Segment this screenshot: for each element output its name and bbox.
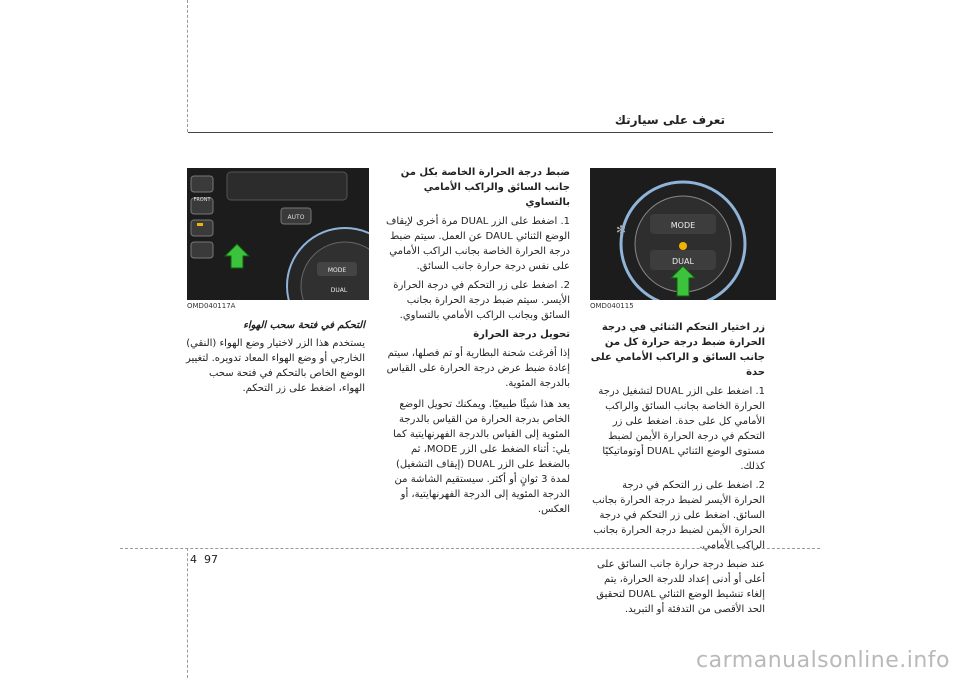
front-label: FRONT	[193, 197, 211, 203]
section-title-temp-conversion: تحويل درجة الحرارة	[473, 329, 570, 340]
step-2: 2. اضغط على زر التحكم في درجة الحرارة الأيسر لضبط درجة الحرارة بجانب السائق. اضغط على زر التحكم في درجة الحرارة الأيمن لضبط درجة الحرارة بجانب الراكب الأمامي.	[592, 480, 765, 551]
dual-knob-image-right	[590, 168, 776, 300]
conversion-paragraph-1: إذا أفرغت شحنة البطارية أو تم فصلها، سيتم إعادة ضبط عرض درجة الحرارة على القياس بالدرجة المئوية.	[386, 348, 570, 389]
hvac-panel-image-left	[187, 168, 369, 300]
footer-rule	[120, 548, 820, 549]
note-paragraph: عند ضبط درجة حرارة جانب السائق على أعلى أو أدنى إعداد للدرجة الحرارة، يتم إلغاء تنشيط الوضع الثنائي DUAL لتحقيق الحد الأقصى من التدفئة أو التبريد.	[596, 559, 765, 615]
header-rule	[188, 132, 773, 133]
page-number: 97	[204, 553, 218, 566]
gutter-line-bottom	[187, 548, 188, 678]
section-title-air-intake: التحكم في فتحة سحب الهواء	[243, 320, 365, 331]
step-1-equal: 1. اضغط على الزر DUAL مرة أخرى لإيقاف الوضع الثنائي DAUL عن العمل. سيتم ضبط درجة الحرارة الخاصة بجانب الراكب الأمامي على نفس درجة حرارة جانب السائق.	[386, 216, 570, 272]
hvac-panel-illustration	[187, 168, 369, 300]
mode-label-left: MODE	[327, 267, 347, 274]
step-1: 1. اضغط على الزر DUAL لتشغيل درجة الحرارة الخاصة بجانب السائق والراكب الأمامي كل على حدة. اضغط على زر التحكم في درجة الحرارة الأيمن لضبط مستوى الوضع الثنائي DUAL أوتوماتيكيًا كذلك.	[598, 386, 765, 472]
gutter-line-top	[187, 0, 188, 132]
column-left	[185, 318, 365, 402]
auto-label: AUTO	[287, 214, 305, 221]
watermark-text: carmanualsonline.info	[696, 648, 950, 673]
image-code-right: OMD040115	[590, 302, 634, 310]
column-right	[590, 320, 765, 623]
section-number: 4	[190, 553, 197, 566]
section-title-dual-select: زر اختيار التحكم الثنائي في درجة الحرارة ضبط درجة حرارة كل من جانب السائق و الراكب الأمامي على حدة	[590, 322, 765, 378]
column-middle	[385, 165, 570, 523]
mode-label-right: MODE	[670, 221, 696, 230]
step-2-equal: 2. اضغط على زر التحكم في درجة الحرارة الأيسر. سيتم ضبط درجة الحرارة بجانب السائق وبجانب الراكب الأمامي بالتساوي.	[393, 280, 570, 321]
air-intake-paragraph: يستخدم هذا الزر لاختيار وضع الهواء (النقي) الخارجي أو وضع الهواء المعاد تدويره. لتغيير الوضع الخاص بالتحكم في فتحة سحب الهواء، اضغط على زر التحكم.	[185, 338, 365, 394]
indicator-light-icon	[679, 242, 687, 250]
section-title-equal-temp: ضبط درجة الحرارة الخاصة بكل من جانب السائق والراكب الأمامي بالتساوي	[400, 167, 570, 208]
fan-icon: ✻	[616, 223, 627, 237]
dual-label-left: DUAL	[330, 287, 348, 294]
dual-label-right: DUAL	[672, 257, 694, 266]
image-code-left: OMD040117A	[187, 302, 236, 310]
dual-knob-illustration	[590, 168, 776, 300]
conversion-paragraph-2: يعد هذا شيئًا طبيعيًا. ويمكنك تحويل الوضع الخاص بدرجة الحرارة من القياس بالدرجة المئوية إلى القياس بالدرجة الفهرنهايتية كما يلي: أثناء الضغط على الزر MODE، ثم بالضغط على الزر DUAL (إيقاف التشغيل) لمدة 3 ثوانٍ أو أكثر. سيستقيم الشاشة من الدرجة المئوية إلى الدرجة الفهرنهايتية، أو العكس.	[393, 399, 570, 515]
page-header-title: تعرف على سيارتك	[614, 113, 725, 127]
